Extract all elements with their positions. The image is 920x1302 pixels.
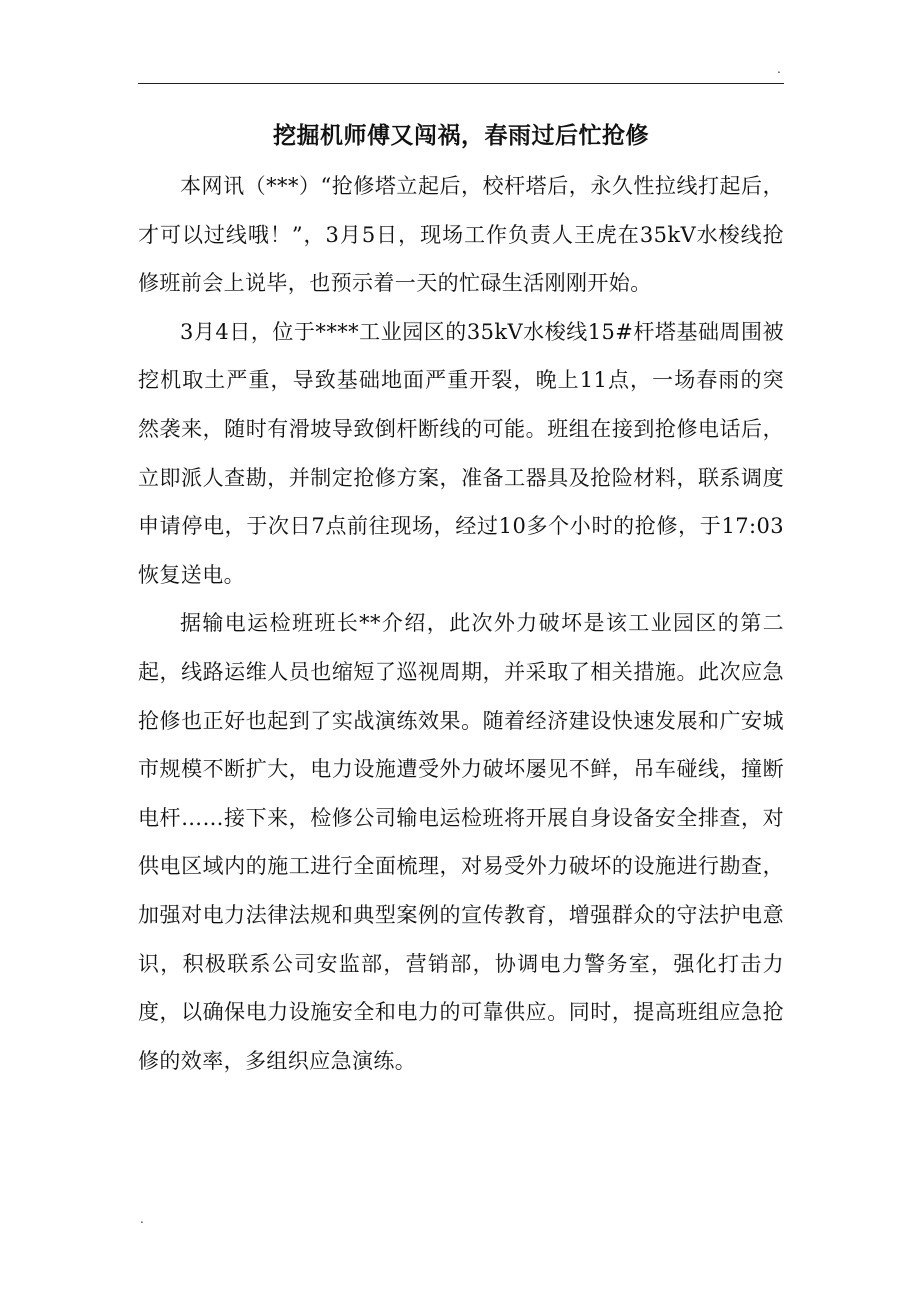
paragraph-3: 据输电运检班班长**介绍，此次外力破坏是该工业园区的第二起，线路运维人员也缩短了巡视周期，并采取了相关措施。此次应急抢修也正好也起到了实战演练效果。随着经济建设快速发展和广安城市规模不断扩大，电力设施遭受外力破坏屡见不鲜，吊车碰线，撞断电杆……接下来，检修公司输电运检班将开展自身设备安全排查，对供电区域内的施工进行全面梳理，对易受外力破坏的设施进行勘查，加强对电力法律法规和典型案例的宣传教育，增强群众的守法护电意识，积极联系公司安监部，营销部，协调电力警务室，强化打击力度，以确保电力设施安全和电力的可靠供应。同时，提高班组应急抢修的效率，多组织应急演练。	[138, 611, 784, 1073]
footer-dot: .	[140, 1212, 144, 1226]
paragraph-1: 本网讯（***）“抢修塔立起后，校杆塔后，永久性拉线打起后，才可以过线哦！”，3月5日，现场工作负责人王虎在35kV水梭线抢修班前会上说毕，也预示着一天的忙碌生活刚刚开始。	[138, 174, 784, 296]
paragraph-2: 3月4日，位于****工业园区的35kV水梭线15#杆塔基础周围被挖机取土严重，导致基础地面严重开裂，晚上11点，一场春雨的突然袭来，随时有滑坡导致倒杆断线的可能。班组在接到抢修电话后，立即派人查勘，并制定抢修方案，准备工器具及抢险材料，联系调度申请停电，于次日7点前往现场，经过10多个小时的抢修，于17:03恢复送电。	[138, 319, 784, 587]
header-dot: .	[777, 62, 781, 76]
article-title: 挖掘机师傅又闯祸，春雨过后忙抢修	[273, 123, 649, 149]
article-body	[138, 162, 784, 1085]
header-rule	[138, 83, 784, 84]
